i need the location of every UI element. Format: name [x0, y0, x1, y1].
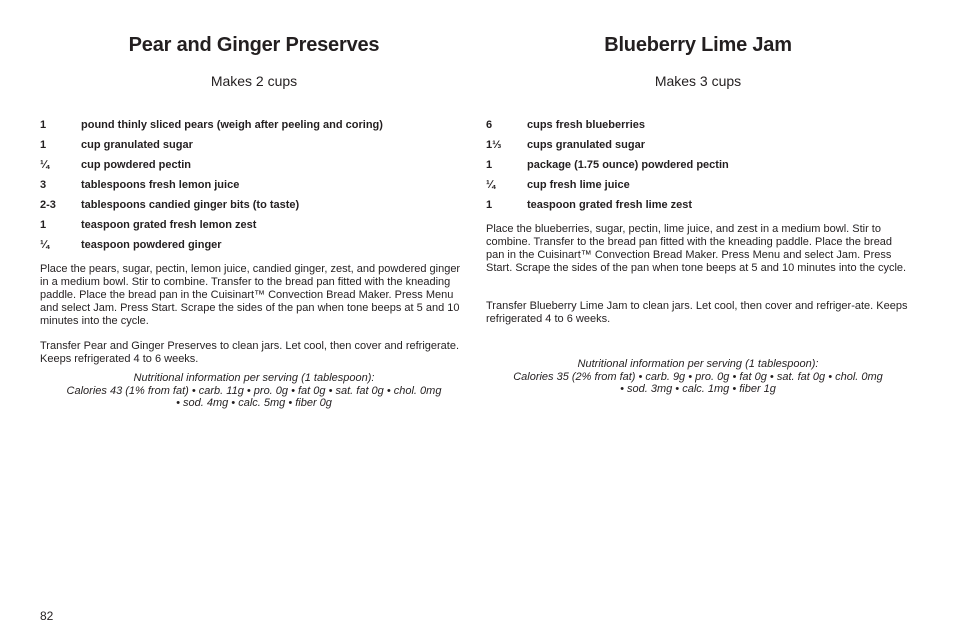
ingredient-row — [40, 218, 468, 238]
ingredient-row — [40, 138, 468, 158]
ingredient-row — [486, 138, 910, 158]
instructions-paragraph: Place the blueberries, sugar, pectin, lime juice, and zest in a medium bowl. Stir to combine. Transfer to the bread pan fitted with the kneading paddle. Place the bread pan in the Cuisinart™ Convection Bread Maker. Press Menu and select Jam. Press Start. Scrape the sides of the pan when tone beeps at 5 and 10 minutes into the cycle. — [486, 223, 907, 274]
nutrition-line: • sod. 3mg • calc. 1mg • fiber 1g — [620, 383, 776, 395]
page-number: 82 — [40, 609, 54, 623]
ingredient-qty: 1 — [486, 199, 493, 211]
nutrition-heading: Nutritional information per serving (1 tablespoon): — [133, 372, 375, 384]
recipe-title: Pear and Ginger Preserves — [128, 34, 380, 56]
ingredient-row — [40, 238, 468, 258]
ingredient-item: tablespoons fresh lemon juice — [81, 179, 240, 191]
nutrition-line: • sod. 4mg • calc. 5mg • fiber 0g — [176, 397, 332, 409]
recipe-yield: Makes 3 cups — [654, 73, 742, 89]
nutrition-line: Calories 43 (1% from fat) • carb. 11g • pro. 0g • fat 0g • sat. fat 0g • chol. 0mg — [66, 384, 442, 397]
ingredient-qty: 1 — [40, 219, 47, 231]
ingredient-item: teaspoon grated fresh lime zest — [527, 199, 693, 211]
ingredient-qty: 3 — [40, 179, 47, 191]
ingredient-item: cups fresh blueberries — [527, 119, 645, 131]
ingredient-row — [40, 118, 468, 138]
ingredient-row — [486, 178, 910, 198]
ingredient-item: pound thinly sliced pears (weigh after peeling and coring) — [81, 119, 383, 131]
storage-paragraph: Transfer Blueberry Lime Jam to clean jars. Let cool, then cover and refriger-ate. Keeps refrigerated 4 to 6 weeks. — [486, 300, 908, 325]
ingredient-row — [40, 198, 468, 218]
ingredient-row — [486, 198, 910, 218]
ingredient-item: package (1.75 ounce) powdered pectin — [527, 159, 729, 171]
ingredient-item: cup granulated sugar — [81, 139, 193, 151]
ingredient-list — [40, 118, 468, 258]
ingredient-item: cup powdered pectin — [81, 159, 192, 171]
ingredient-item: cups granulated sugar — [527, 139, 645, 151]
ingredient-qty: 1 — [40, 139, 47, 151]
ingredient-qty: ¼ — [486, 179, 496, 191]
ingredient-row — [40, 158, 468, 178]
ingredient-qty: ¼ — [40, 159, 50, 171]
ingredient-row — [40, 178, 468, 198]
nutrition-info — [486, 358, 910, 396]
ingredient-row — [486, 158, 910, 178]
ingredient-item: tablespoons candied ginger bits (to taste) — [81, 199, 300, 211]
nutrition-info — [40, 372, 468, 410]
ingredient-qty: 1 — [486, 159, 493, 171]
nutrition-heading: Nutritional information per serving (1 tablespoon): — [577, 358, 819, 370]
ingredient-item: cup fresh lime juice — [527, 179, 630, 191]
ingredient-qty: 1 — [40, 119, 47, 131]
ingredient-qty: ¼ — [40, 239, 50, 251]
ingredient-list — [486, 118, 910, 218]
ingredient-item: teaspoon powdered ginger — [81, 239, 222, 251]
storage-paragraph: Transfer Pear and Ginger Preserves to clean jars. Let cool, then cover and refrigerate. Keeps refrigerated 4 to 6 weeks. — [40, 340, 460, 365]
recipe-title: Blueberry Lime Jam — [604, 34, 792, 56]
ingredient-qty: 2-3 — [40, 199, 56, 211]
ingredient-row — [486, 118, 910, 138]
ingredient-qty: 6 — [486, 119, 493, 131]
ingredient-item: teaspoon grated fresh lemon zest — [81, 219, 257, 231]
nutrition-line: Calories 35 (2% from fat) • carb. 9g • pro. 0g • fat 0g • sat. fat 0g • chol. 0mg — [513, 370, 883, 383]
recipe-yield: Makes 2 cups — [210, 73, 298, 89]
instructions-paragraph: Place the pears, sugar, pectin, lemon juice, candied ginger, zest, and powdered ginger in a medium bowl. Stir to combine. Transfer to the bread pan fitted with the kneading paddle. Place the bread pan in the Cuisinart™ Convection Bread Maker. Press Menu and select Jam. Press Start. Scrape the sides of the pan when tone beeps at 5 and 10 minutes into the cycle. — [40, 263, 461, 327]
ingredient-qty: 1⅓ — [486, 139, 502, 151]
